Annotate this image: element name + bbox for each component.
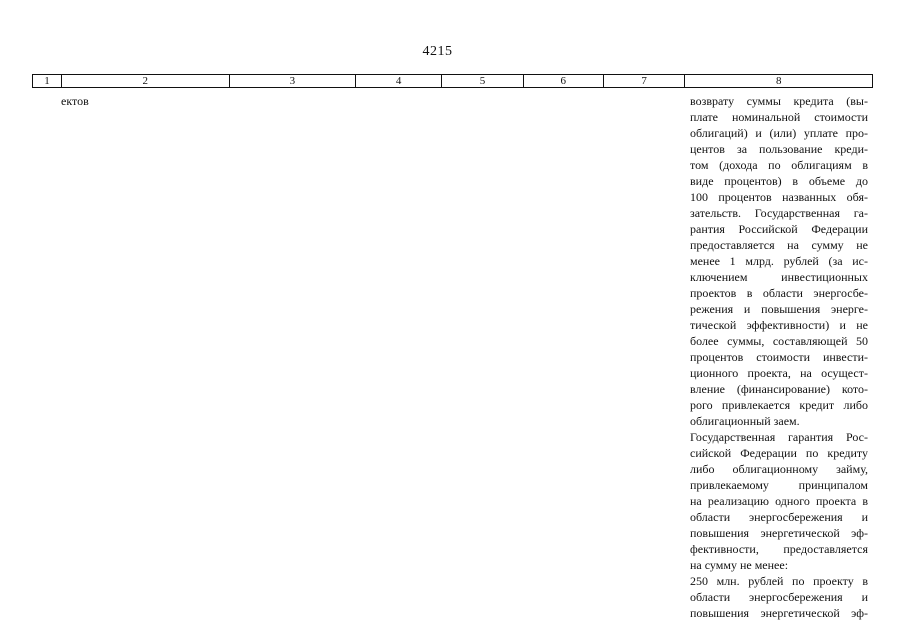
column-8-line: повышения энергетической эф- (690, 606, 868, 620)
column-8-line: том (дохода по облигациям в (690, 158, 868, 172)
header-cell-6: 6 (524, 75, 604, 87)
column-8-line: сийской Федерации по кредиту (690, 446, 868, 460)
column-8-line: ключением инвестиционных (690, 270, 868, 284)
column-8-line: области энергосбережения и (690, 590, 868, 604)
column-8-line: возврату суммы кредита (вы- (690, 94, 868, 108)
column-8-line: облигаций) и (или) уплате про- (690, 126, 868, 140)
column-8-line: Государственная гарантия Рос- (690, 430, 868, 444)
column-8-line: центов за пользование креди- (690, 142, 868, 156)
column-8-line: более суммы, составляющей 50 (690, 334, 868, 348)
header-cell-1: 1 (33, 75, 62, 87)
header-cell-7: 7 (604, 75, 686, 87)
column-8-line: на сумму не менее: (690, 558, 789, 572)
header-cell-4: 4 (356, 75, 442, 87)
column-8-line: рого привлекается кредит либо (690, 398, 868, 412)
column-8-line: либо облигационному займу, (690, 462, 868, 476)
column-8-line: 100 процентов названных обя- (690, 190, 868, 204)
column-8-line: проектов в области энергосбе- (690, 286, 868, 300)
column-8-line: менее 1 млрд. рублей (за ис- (690, 254, 868, 268)
column-8-line: виде процентов) в объеме до (690, 174, 868, 188)
column-8-line: на реализацию одного проекта в (690, 494, 868, 508)
column-8-line: области энергосбережения и (690, 510, 868, 524)
column-8-line: облигационный заем. (690, 414, 800, 428)
header-cell-3: 3 (230, 75, 357, 87)
header-cell-5: 5 (442, 75, 524, 87)
column-8-text (690, 93, 868, 621)
column-8-line: процентов стоимости инвести- (690, 350, 868, 364)
column-8-line: плате номинальной стоимости (690, 110, 868, 124)
column-8-line: вление (финансирование) кото- (690, 382, 868, 396)
header-cell-2: 2 (62, 75, 230, 87)
column-8-line: предоставляется на сумму не (690, 238, 868, 252)
header-cell-8: 8 (775, 75, 782, 87)
table-header-row (32, 74, 873, 88)
page-number: 4215 (422, 44, 453, 59)
column-8-line: ционного проекта, на осущест- (690, 366, 868, 380)
column-8-line: привлекаемому принципалом (690, 478, 868, 492)
column-8-line: тической эффективности) и не (690, 318, 868, 332)
column-8-line: режения и повышения энерге- (690, 302, 868, 316)
column-8-line: 250 млн. рублей по проекту в (690, 574, 868, 588)
column-8-line: повышения энергетической эф- (690, 526, 868, 540)
column-8-line: фективности, предоставляется (690, 542, 868, 556)
column-2-text: ектов (61, 94, 89, 108)
column-8-line: рантия Российской Федерации (690, 222, 868, 236)
column-8-line: зательств. Государственная га- (690, 206, 868, 220)
